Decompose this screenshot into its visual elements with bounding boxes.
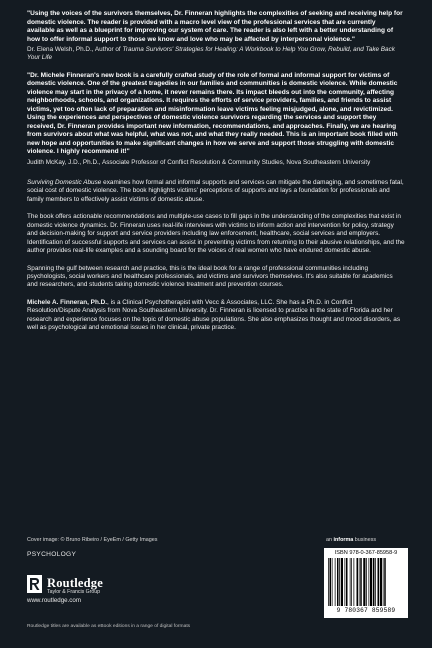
publisher-logo — [27, 575, 167, 611]
endorsement-quote-2: "Dr. Michele Finneran's new book is a carefully crafted study of the role of formal and informal support for victims of domestic violence. One of the greatest tragedies in our families and communities is domestic violence. While domestic violence may start in the privacy of a home, it never remains there. Its impact bleeds out into the community, affecting neighborhoods, schools, and organizations. It requires the efforts of service providers, families, and friends to assist victims, yet too often lack of preparation and misinformation leave victims feeling misjudged, alone, and revictimized. Using the experiences and perspectives of domestic violence survivors regarding the services and support they received, Dr. Finneran provides important new information, recommendations, and approaches. Finally, we are hearing from survivors about what was helpful, what was not, and what they really needed. This is an important book filled with new hope and opportunities to make significant changes in how we serve and support those struggling with domestic violence. I highly recommend it!" — [27, 71, 398, 156]
informa-business-label — [326, 537, 376, 543]
description-paragraph-1 — [27, 179, 405, 204]
description-p1-text: examines how formal and informal supports and services can mitigate the damaging, and sometimes fatal, social cost of domestic violence. The book highlights victims' perceptions of supports and lays a foundation for professionals and family members to effectively assist victims of domestic abuse. — [27, 178, 404, 203]
barcode-bar — [332, 558, 333, 606]
informa-suffix: business — [353, 537, 377, 543]
barcode-bar — [359, 558, 360, 606]
barcode-bar — [354, 558, 355, 606]
barcode-bar — [337, 558, 339, 606]
barcode-bar — [360, 558, 362, 606]
barcode-bar — [378, 558, 380, 606]
endorsement-attribution-1 — [27, 46, 405, 63]
barcode-bar — [350, 558, 351, 606]
barcode-bar — [351, 558, 352, 606]
barcode-block — [324, 548, 408, 618]
barcode-bar — [380, 558, 382, 606]
publisher-name: Routledge — [47, 576, 103, 590]
barcode-icon — [327, 558, 405, 606]
informa-prefix: an — [326, 537, 334, 543]
publisher-tagline: Taylor & Francis Group — [47, 589, 101, 595]
endorsement-quote-1: "Using the voices of the survivors themselves, Dr. Finneran highlights the complexities of seeking and receiving help for domestic violence. The reader is provided with a macro level view of the professional services that are currently available as well as a blueprint for improving our system of care. The reader is also left with a better understanding of how to offer informal support to those we know and love who may be affected by interpersonal violence." — [27, 10, 403, 43]
publisher-website: www.routledge.com — [27, 597, 81, 604]
endorsement-attribution-2: Judith McKay, J.D., Ph.D., Associate Professor of Conflict Resolution & Community Studies, Nova Southeastern University — [27, 158, 371, 166]
barcode-bar — [370, 558, 372, 606]
barcode-bar — [384, 558, 386, 606]
barcode-bar — [346, 558, 348, 606]
subject-category: PSYCHOLOGY — [27, 551, 77, 558]
barcode-bar — [339, 558, 340, 606]
back-cover-text — [27, 10, 405, 333]
barcode-bar — [328, 558, 329, 606]
book-title-italic: Surviving Domestic Abuse — [27, 178, 102, 186]
author-bio — [27, 299, 405, 333]
barcode-bar — [330, 558, 332, 606]
informa-brand: informa — [333, 537, 354, 543]
barcode-bar — [369, 558, 370, 606]
barcode-bar — [357, 558, 359, 606]
barcode-bar — [345, 558, 346, 606]
author-name: Michele A. Finneran, Ph.D. — [27, 298, 108, 306]
isbn-text: ISBN 978-0-367-85958-9 — [334, 550, 398, 556]
barcode-bar — [341, 558, 343, 606]
barcode-bar — [373, 558, 375, 606]
barcode-digits: 9 780367 859589 — [336, 607, 396, 614]
description-paragraph-2: The book offers actionable recommendations and multiple-use cases to fill gaps in the understanding of the complexities that exist in domestic violence dynamics. Dr. Finneran uses real-life interviews with victims to inform action and intervention for policy, strategy and decision-making for support and service providers including law enforcement, healthcare, social services and employers. Identification of successful supports and services can assist in preventing victims from returning to their abusive relationships, and the author provides real-life examples and a sounding board for the voices of real women who have endured domestic abuse. — [27, 213, 405, 255]
barcode-bar — [383, 558, 384, 606]
attribution-book-1: Trauma Survivors' Strategies for Healing: A Workbook to Help You Grow, Rebuild, and Take Back Your Life — [27, 46, 395, 62]
routledge-r-logo-icon — [27, 575, 42, 593]
author-bio-text: , is a Clinical Psychotherapist with Vecc & Associates, LLC. She has a Ph.D. in Conflict Resolution/Dispute Analysis from Nova Southeastern University. Dr. Finneran is licensed to practice in the state of Florida and her research and experience focuses on the topic of domestic abuse populations. She also emphasizes thought and mood disorders, as well as psychological and emotional issues in her clinical, private practice. — [27, 298, 401, 332]
barcode-bar — [335, 558, 336, 606]
barcode-bar — [366, 558, 367, 606]
barcode-bar — [363, 558, 365, 606]
ebook-note: Routledge titles are available as eBook editions in a range of digital formats — [27, 624, 191, 629]
description-paragraph-3: Spanning the gulf between research and practice, this is the ideal book for a range of professional communities including psychologists, social workers and healthcare professionals, and victims and survivors themselves. It's also suitable for academics and researchers, and students taking domestic violence treatment and prevention courses. — [27, 264, 393, 289]
barcode-bar — [375, 558, 376, 606]
cover-image-credit: Cover image: © Bruno Ribeiro / EyeEm / Getty Images — [27, 537, 158, 543]
attribution-name-1: Dr. Elena Welsh, Ph.D., Author of — [27, 46, 123, 53]
